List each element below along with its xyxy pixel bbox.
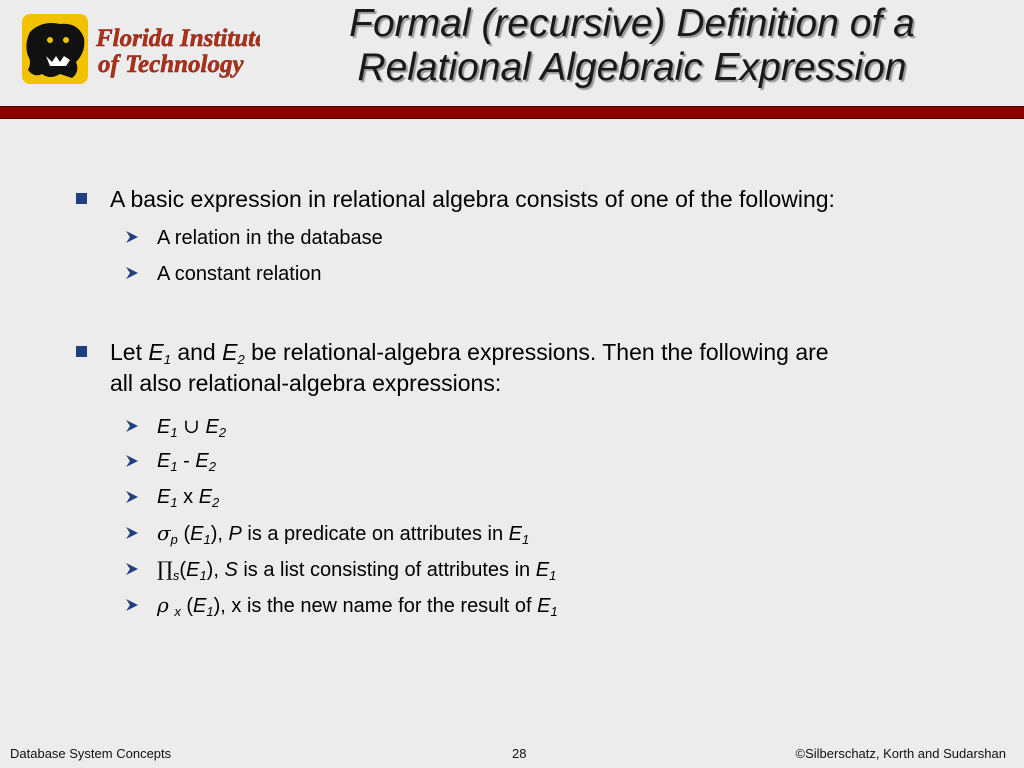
panther-logo-icon: [20, 12, 260, 88]
arrow-bullet-icon: [124, 418, 140, 434]
expr-rename: ρ $_x$ $(E_1)$, x is the new name for the result of $E_1$: [157, 593, 558, 619]
text-e: E: [148, 339, 164, 365]
square-bullet-icon: [76, 346, 87, 357]
pi-symbol: ∏: [157, 557, 173, 581]
logo-text-line1: Florida Institute: [96, 25, 260, 52]
sub-2: 2: [237, 352, 245, 367]
footer-left: Database System Concepts: [10, 746, 172, 761]
text-let: Let: [110, 339, 149, 365]
text-and: and: [170, 339, 223, 365]
title-line-2: Relational Algebraic Expression: [357, 46, 907, 89]
arrow-bullet-icon: [124, 489, 140, 505]
arrow-bullet-icon: [124, 561, 140, 577]
sigma-symbol: σ: [157, 521, 171, 545]
arrow-bullet-icon: [124, 453, 140, 469]
arrow-bullet-icon: [124, 265, 140, 281]
fit-logo: [20, 12, 260, 88]
expr-difference: $E_1 - E_2$: [157, 450, 216, 474]
sub-bullet-constant: A constant relation: [157, 263, 322, 285]
expr-projection: $\prod_s(E_1)$, S is a list consisting of attributes in $E_1$: [157, 557, 557, 583]
expr-selection: $\sigma_p$ $(E_1)$, P is a predicate on attributes in $E_1$: [157, 521, 530, 547]
sub-1: 1: [163, 352, 171, 367]
footer-right: ©Silberschatz, Korth and Sudarshan: [795, 746, 1006, 761]
text-line2: all also relational-algebra expressions:: [110, 370, 502, 396]
rho-symbol: ρ: [157, 593, 169, 617]
bullet-let-expressions: [110, 337, 829, 399]
arrow-bullet-icon: [124, 229, 140, 245]
bullet-basic-expression: A basic expression in relational algebra consists of one of the following:: [110, 186, 835, 212]
page-title: [262, 2, 1002, 90]
text-e: E: [222, 339, 238, 365]
sub-bullet-relation: A relation in the database: [157, 227, 383, 249]
text-line1-post: be relational-algebra expressions. Then the following are: [244, 339, 829, 365]
expr-union: $E_1$ ∪ $E_2$: [157, 414, 227, 440]
arrow-bullet-icon: [124, 597, 140, 613]
arrow-bullet-icon: [124, 525, 140, 541]
title-line-1: Formal (recursive) Definition of a: [349, 2, 915, 45]
page-number: 28: [512, 746, 527, 761]
expr-product: $E_1$ x $E_2$: [157, 486, 220, 510]
header-divider: [0, 106, 1024, 119]
logo-text-line2: of Technology: [98, 51, 244, 78]
square-bullet-icon: [76, 193, 87, 204]
union-symbol: ∪: [183, 414, 200, 438]
